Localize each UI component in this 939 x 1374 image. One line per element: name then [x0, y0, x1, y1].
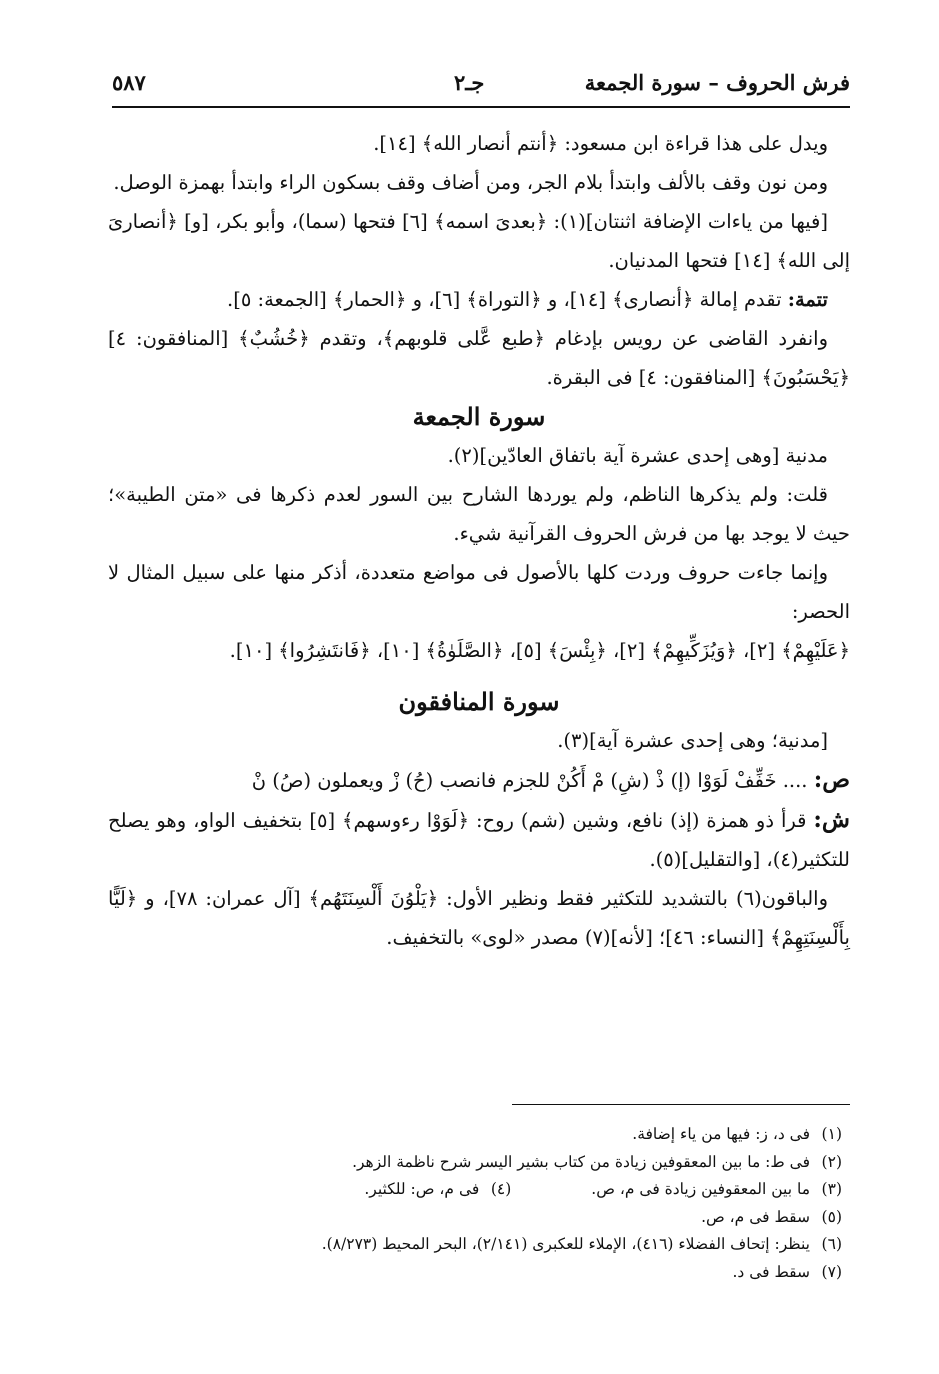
- verse-line: [108, 760, 850, 800]
- paragraph: ﴿عَلَيْهِمْ﴾ [٢]، ﴿وَيُزَكِّيهِمْ﴾ [٢]، ﴿بِئْسَ﴾ [٥]، ﴿الصَّلَوٰةُ﴾ [١٠]، ﴿فَانتَشِرُوا﴾ [١٠].: [229, 639, 850, 662]
- footnote-text: ما بين المعقوفين زيادة فى م، ص.: [591, 1180, 810, 1198]
- footnote-text: فى د، ز: فيها من ياء إضافة.: [632, 1125, 810, 1143]
- footnote-number: (٢): [821, 1152, 842, 1171]
- section-heading: سورة الجمعة: [412, 402, 546, 431]
- paragraph: [فيها من ياءات الإضافة اثنتان](١): ﴿بعدىَ اسمه﴾ [٦] فتحها (سما)، وأبو بكر، [و] ﴿أنصارىَ إلى الله﴾ [١٤] فتحها المدنيان.: [108, 210, 850, 272]
- paragraph: قلت: ولم يذكرها الناظم، ولم يوردها الشارح بين السور لعدم ذكرها فى «متن الطيبة»؛ حيث لا يوجد بها من فرش الحروف القرآنية شيء.: [108, 483, 850, 545]
- footnote-text: سقط فى د.: [732, 1262, 810, 1281]
- paragraph: وإنما جاءت حروف وردت كلها بالأصول فى مواضع متعددة، أذكر منها على سبيل المثال لا الحصر:: [108, 561, 850, 623]
- footnote-rule: [512, 1104, 850, 1105]
- verse-text: .... خَفِّفْ لَوَوْا (إ) ذْ (شِ) مْ أَكُنْ للجزم فانصب (حُ) زْ ويعملون (صُ) نْ: [251, 769, 814, 792]
- footnote-text: ينظر: إتحاف الفضلاء (٤١٦)، الإملاء للعكبرى (٢/١٤١)، البحر المحيط (٨/٢٧٣).: [321, 1235, 810, 1253]
- footnote-text: فى م، ص: للكثير.: [364, 1180, 480, 1198]
- paragraph: [108, 280, 850, 319]
- footnote-number: (٥): [821, 1207, 842, 1226]
- footnote-text: فى ط: ما بين المعقوفين زيادة من كتاب بشير اليسر شرح ناظمة الزهر.: [352, 1152, 810, 1171]
- footnote: [112, 1231, 850, 1259]
- paragraph: ويدل على هذا قراءة ابن مسعود: ﴿أنتم أنصار الله﴾ [١٤].: [373, 132, 828, 155]
- running-head: [112, 68, 850, 102]
- paragraph: مدنية [وهى إحدى عشرة آية باتفاق العادّين](٢).: [447, 444, 828, 467]
- sad-label: ص:: [813, 766, 850, 793]
- footnotes: [112, 1121, 850, 1286]
- paragraph: [108, 800, 850, 879]
- footnote-text: سقط فى م، ص.: [701, 1207, 810, 1226]
- paragraph: [مدنية؛ وهى إحدى عشرة آية](٣).: [557, 729, 828, 752]
- footnote-number: (٣): [821, 1180, 842, 1198]
- paragraph: ومن نون وقف بالألف وابتدأ بلام الجر، ومن أضاف وقف بسكون الراء وابتدأ بهمزة الوصل.: [113, 171, 828, 194]
- paragraph-text: قرأ ذو همزة (إذ) نافع، وشين (شم) روح: ﴿لَوَوْا رءوسهم﴾ [٥] بتخفيف الواو، وهو يصلح للتكثير(٤)، [والتقليل](٥).: [108, 809, 850, 871]
- paragraph: والباقون(٦) بالتشديد للتكثير فقط ونظير الأول: ﴿يَلْوُنَ أَلْسِنَتَهُم﴾ [آل عمران: ٧٨]، و ﴿لَيًّا بِأَلْسِنَتِهِمْ﴾ [النساء: ٤٦]؛ [لأنه](٧) مصدر «لوى» بالتخفيف.: [108, 887, 850, 949]
- volume-label: جـ٢: [454, 70, 485, 95]
- tatimma-label: تتمة:: [787, 288, 828, 311]
- paragraph: وانفرد القاضى عن رويس بإدغام ﴿طبع عَّلى قلوبهم﴾، وتقدم ﴿خُشُبٌ﴾ [المنافقون: ٤] ﴿يَحْسَبُونَ﴾ [المنافقون: ٤] فى البقرة.: [108, 327, 850, 389]
- header-rule: [112, 106, 850, 108]
- section-heading: سورة المنافقون: [398, 687, 560, 716]
- footnote: [112, 1149, 850, 1177]
- footnote-number: (٤): [490, 1180, 512, 1198]
- main-text: [108, 124, 850, 957]
- page-number: ٥٨٧: [112, 70, 146, 95]
- footnote-number: (١): [821, 1125, 842, 1143]
- footnote-number: (٦): [821, 1235, 842, 1253]
- shin-label: ش:: [813, 806, 850, 833]
- paragraph-text: تقدم إمالة ﴿أنصارى﴾ [١٤]، و ﴿التوراة﴾ [٦]، و ﴿الحمار﴾ [الجمعة: ٥].: [227, 288, 788, 311]
- footnote: [112, 1204, 850, 1232]
- footnote: [112, 1176, 850, 1204]
- footnote-number: (٧): [821, 1262, 842, 1281]
- footnote: [112, 1121, 850, 1149]
- footnote: [112, 1259, 850, 1287]
- running-title: فرش الحروف – سورة الجمعة: [584, 70, 850, 95]
